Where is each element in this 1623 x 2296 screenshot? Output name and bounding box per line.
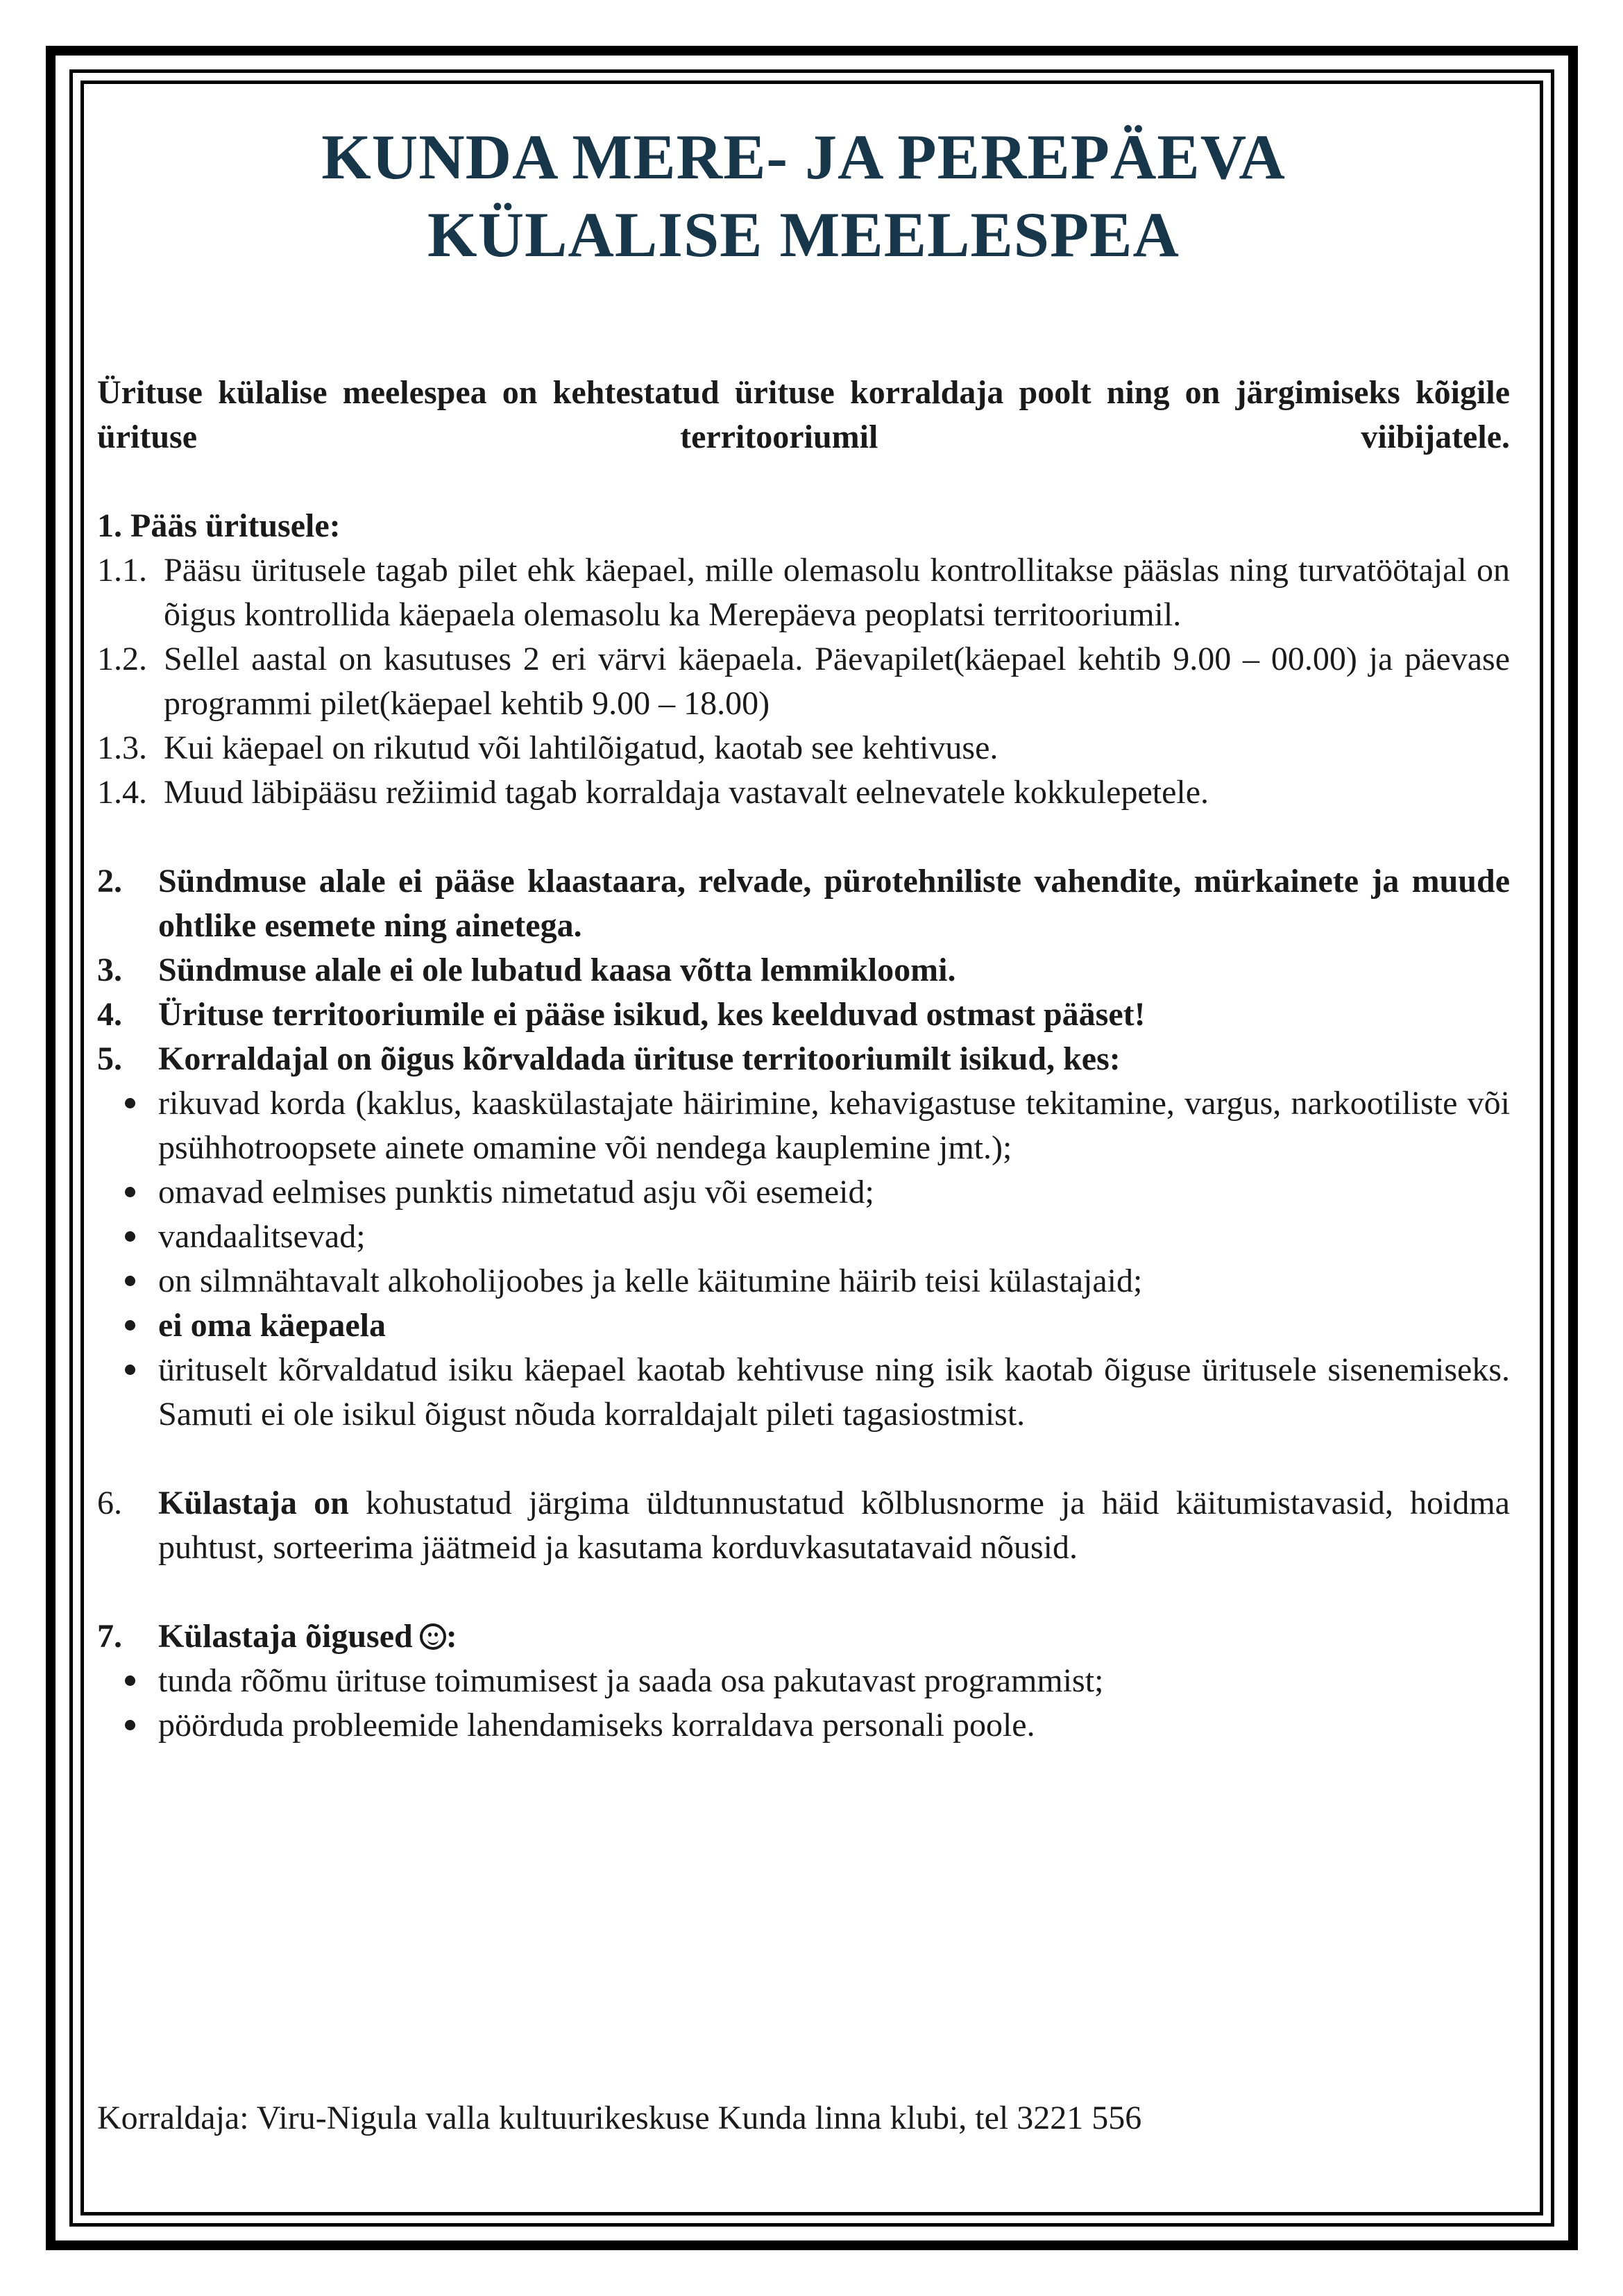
- item-text: Korraldajal on õigus kõrvaldada ürituse territooriumilt isikud, kes:: [158, 1040, 1121, 1077]
- page-title: [97, 118, 1510, 273]
- item-number: 1.1.: [97, 552, 147, 589]
- document-body: [97, 118, 1510, 1748]
- bullet-text: ei oma käepaela: [158, 1307, 386, 1344]
- section-7-bullet: [97, 1659, 1510, 1703]
- item-text: Kui käepael on rikutud või lahtilõigatud, kaotab see kehtivuse.: [164, 729, 999, 766]
- section-3: [97, 948, 1510, 993]
- bullet-icon: [125, 1320, 135, 1331]
- item-number: 1.3.: [97, 729, 147, 766]
- item-number: 2.: [97, 863, 122, 900]
- section-5-bullet: [97, 1303, 1510, 1348]
- section-1-4: [97, 770, 1510, 815]
- organizer-footer: Korraldaja: Viru-Nigula valla kultuurikeskuse Kunda linna klubi, tel 3221 556: [97, 2100, 1142, 2136]
- bullet-text: pöörduda probleemide lahendamiseks korraldava personali poole.: [158, 1707, 1035, 1744]
- item-text: Sellel aastal on kasutuses 2 eri värvi käepaela. Päevapilet(käepael kehtib 9.00 – 00.00) ja päevase programmi pilet(käepael kehtib 9.00 – 18.00): [164, 641, 1510, 722]
- bullet-icon: [125, 1675, 135, 1686]
- title-line-1: KUNDA MERE- JA PEREPÄEVA: [321, 121, 1286, 192]
- bullet-icon: [125, 1720, 135, 1730]
- section-1-3: [97, 726, 1510, 770]
- section-1-2: [97, 637, 1510, 726]
- intro-paragraph: Ürituse külalise meelespea on kehtestatud ürituse korraldaja poolt ning on järgimiseks kõigile ürituse territooriumil viibijatele.: [97, 374, 1510, 455]
- section-5-bullet: [97, 1348, 1510, 1437]
- section-7-colon: :: [445, 1618, 457, 1655]
- bullet-text: tunda rõõmu ürituse toimumisest ja saada osa pakutavast programmist;: [158, 1662, 1104, 1699]
- bullet-text: ürituselt kõrvaldatud isiku käepael kaotab kehtivuse ning isik kaotab õiguse üritusele sisenemiseks. Samuti ei ole isikul õigust nõuda korraldajalt pileti tagasiostmist.: [158, 1351, 1510, 1433]
- section-4: [97, 993, 1510, 1037]
- title-line-2: KÜLALISE MEELESPEA: [427, 199, 1180, 270]
- item-number: 4.: [97, 996, 122, 1033]
- bullet-icon: [125, 1187, 135, 1197]
- section-7-bullet: [97, 1703, 1510, 1748]
- bullet-text: omavad eelmises punktis nimetatud asju või esemeid;: [158, 1174, 874, 1210]
- item-number: 6.: [97, 1485, 122, 1521]
- section-6-text: kohustatud järgima üldtunnustatud kõlblusnorme ja häid käitumistavasid, hoidma puhtust, sorteerima jäätmeid ja kasutama korduvkasutatavaid nõusid.: [158, 1485, 1510, 1566]
- section-5-bullet: [97, 1215, 1510, 1259]
- item-number: 3.: [97, 952, 122, 988]
- item-text: Pääsu üritusele tagab pilet ehk käepael, mille olemasolu kontrollitakse pääslas ning turvatöötajal on õigus kontrollida käepaela olemasolu ka Merepäeva peoplatsi territooriumil.: [164, 552, 1510, 633]
- section-6: [97, 1481, 1510, 1570]
- section-7-heading: [97, 1614, 1510, 1659]
- bullet-icon: [125, 1098, 135, 1108]
- item-number: 5.: [97, 1040, 122, 1077]
- section-5-bullet: [97, 1170, 1510, 1215]
- bullet-icon: [125, 1276, 135, 1286]
- section-6-lead: Külastaja on: [158, 1485, 349, 1521]
- section-7-title: Külastaja õigused: [158, 1618, 413, 1655]
- item-text: Ürituse territooriumile ei pääse isikud, kes keelduvad ostmast pääset!: [158, 996, 1146, 1033]
- item-text: Muud läbipääsu režiimid tagab korraldaja vastavalt eelnevatele kokkulepetele.: [164, 774, 1209, 811]
- bullet-text: on silmnähtavalt alkoholijoobes ja kelle käitumine häirib teisi külastajaid;: [158, 1263, 1143, 1299]
- smiley-icon: [420, 1623, 446, 1650]
- item-number: 7.: [97, 1618, 122, 1655]
- item-number: 1.2.: [97, 641, 147, 677]
- bullet-text: vandaalitsevad;: [158, 1218, 366, 1255]
- bullet-icon: [125, 1231, 135, 1242]
- section-2: [97, 859, 1510, 948]
- section-5-bullet: [97, 1259, 1510, 1303]
- item-text: Sündmuse alale ei ole lubatud kaasa võtta lemmikloomi.: [158, 952, 956, 988]
- section-5: [97, 1037, 1510, 1081]
- section-1-heading: 1. Pääs üritusele:: [97, 507, 341, 544]
- item-number: 1.4.: [97, 774, 147, 811]
- bullet-icon: [125, 1365, 135, 1375]
- item-text: Sündmuse alale ei pääse klaastaara, relvade, pürotehniliste vahendite, mürkainete ja muude ohtlike esemete ning ainetega.: [158, 863, 1510, 944]
- section-1-1: [97, 548, 1510, 637]
- section-5-bullet: [97, 1081, 1510, 1170]
- bullet-text: rikuvad korda (kaklus, kaaskülastajate häirimine, kehavigastuse tekitamine, vargus, narkootiliste või psühhotroopsete ainete omamine või nendega kauplemine jmt.);: [158, 1085, 1510, 1166]
